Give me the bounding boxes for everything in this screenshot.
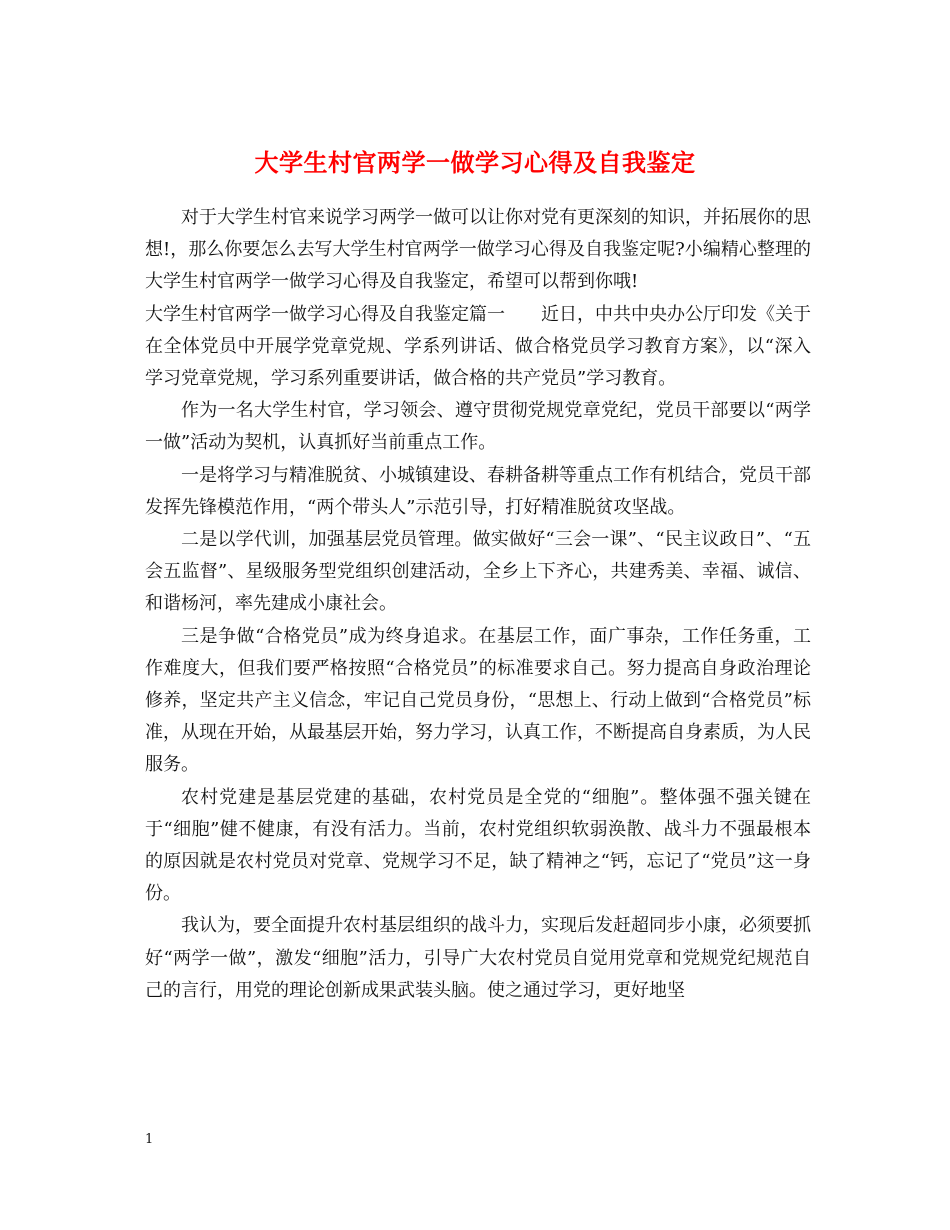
document-body — [145, 202, 811, 1007]
paragraph-rural-party: 农村党建是基层党建的基础，农村党员是全党的“细胞”。整体强不强关键在于“细胞”健不健康，有没有活力。当前，农村党组织软弱涣散、战斗力不强最根本的原因就是农村党员对党章、党规学习不足，缺了精神之“钙，忘记了“党员”这一身份。 — [145, 786, 811, 905]
paragraph-village-official: 作为一名大学生村官，学习领会、遵守贯彻党规党章党纪，党员干部要以“两学一做”活动为契机，认真抓好当前重点工作。 — [145, 400, 811, 454]
document-title: 大学生村官两学一做学习心得及自我鉴定 — [254, 148, 696, 178]
paragraph-point-three: 三是争做“合格党员”成为终身追求。在基层工作，面广事杂，工作任务重，工作难度大，但我们要严格按照“合格党员”的标准要求自己。努力提高自身政治理论修养，坚定共产主义信念，牢记自己党员身份，“思想上、行动上做到“合格党员”标准，从现在开始，从最基层开始，努力学习，认真工作，不断提高自身素质，为人民服务。 — [145, 625, 811, 776]
paragraph-intro: 对于大学生村官来说学习两学一做可以让你对党有更深刻的知识，并拓展你的思想!，那么你要怎么去写大学生村官两学一做学习心得及自我鉴定呢?小编精心整理的大学生村官两学一做学习心得及自我鉴定，希望可以帮到你哦! — [145, 207, 811, 293]
paragraph-point-two: 二是以学代训，加强基层党员管理。做实做好“三会一课”、“民主议政日”、“五会五监督”、星级服务型党组织创建活动，全乡上下齐心，共建秀美、幸福、诚信、和谐杨河，率先建成小康社会。 — [145, 529, 811, 615]
paragraph-point-one: 一是将学习与精准脱贫、小城镇建设、春耕备耕等重点工作有机结合，党员干部发挥先锋模范作用，“两个带头人”示范引导，打好精准脱贫攻坚战。 — [145, 464, 811, 518]
page-number: 1 — [145, 1132, 154, 1147]
paragraph-opinion: 我认为，要全面提升农村基层组织的战斗力，实现后发赶超同步小康，必须要抓好“两学一做”，激发“细胞”活力，引导广大农村党员自觉用党章和党规党纪规范自己的言行，用党的理论创新成果武装头脑。使之通过学习，更好地坚 — [145, 915, 811, 1001]
paragraph-section-heading: 大学生村官两学一做学习心得及自我鉴定篇一 近日，中共中央办公厅印发《关于在全体党员中开展学党章党规、学系列讲话、做合格党员学习教育方案》，以“深入学习党章党规，学习系列重要讲话，做合格的共产党员”学习教育。 — [145, 303, 811, 390]
